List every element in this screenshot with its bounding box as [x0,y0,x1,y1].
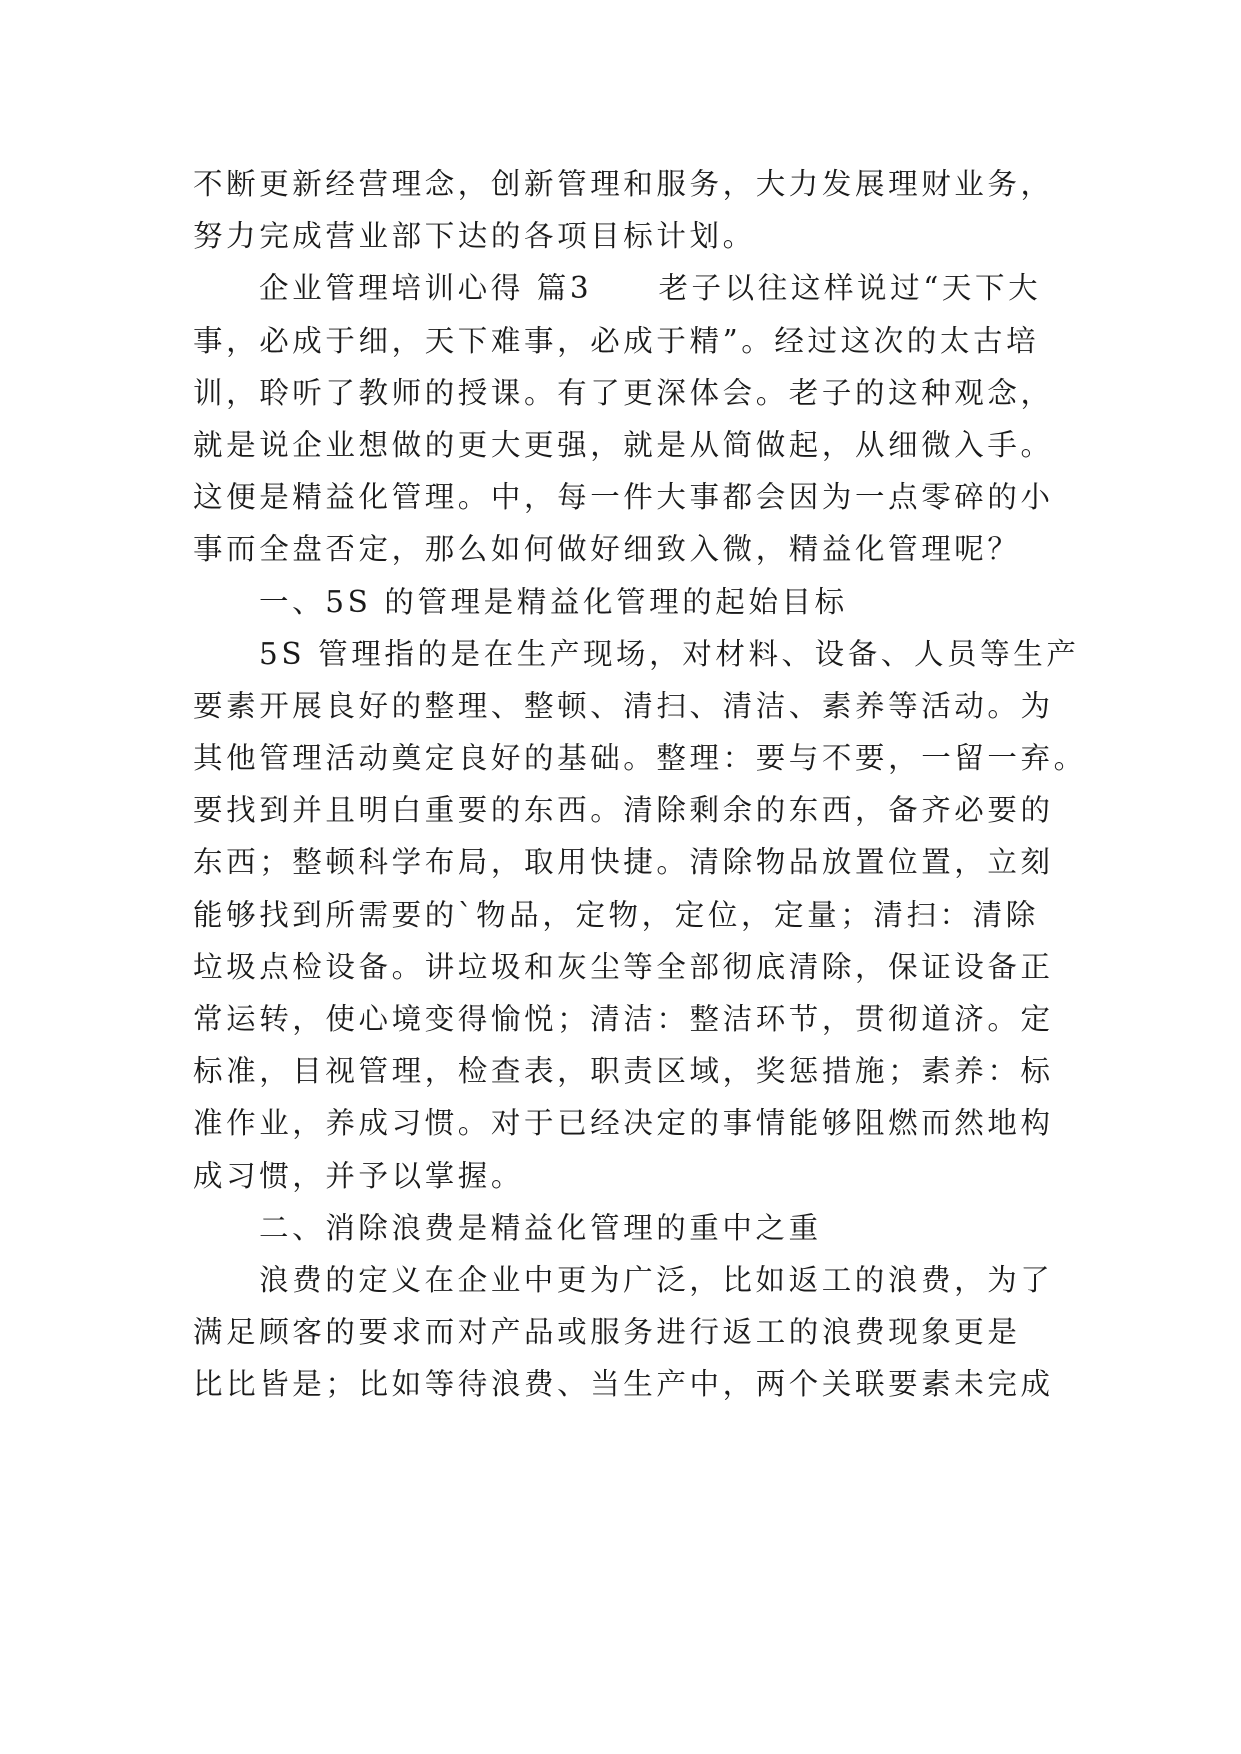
paragraph-line: 满足顾客的要求而对产品或服务进行返工的浪费现象更是 [193,1315,1021,1350]
paragraph-line: 比比皆是；比如等待浪费、当生产中，两个关联要素未完成 [193,1367,1054,1402]
document-body [193,158,1087,1411]
paragraph-line: 常运转，使心境变得愉悦；清洁：整洁环节，贯彻道济。定 [193,1002,1054,1036]
paragraph-line: 事而全盘否定，那么如何做好细致入微，精益化管理呢？ [193,532,1021,567]
paragraph-line: 垃圾点检设备。讲垃圾和灰尘等全部彻底清除，保证设备正 [193,949,1054,984]
heading-waste: 二、消除浪费是精益化管理的重中之重 [259,1210,822,1245]
section-title-line: 企业管理培训心得 篇3 老子以往这样说过“天下大 [259,271,1042,306]
paragraph-line: 浪费的定义在企业中更为广泛，比如返工的浪费，为了 [259,1262,1054,1297]
heading-5s: 一、5S 的管理是精益化管理的起始目标 [259,584,848,619]
paragraph-line: 成习惯，并予以掌握。 [193,1158,525,1193]
paragraph-line: 训，聆听了教师的授课。有了更深体会。老子的这种观念， [193,375,1054,410]
paragraph-line: 就是说企业想做的更大更强，就是从简做起，从细微入手。 [193,427,1054,462]
paragraph-line: 5S 管理指的是在生产现场，对材料、设备、人员等生产 [259,636,1080,671]
paragraph-line: 事，必成于细，天下难事，必成于精”。经过这次的太古培 [193,323,1040,358]
paragraph-line: 这便是精益化管理。中，每一件大事都会因为一点零碎的小 [193,480,1054,515]
paragraph-line: 东西；整顿科学布局，取用快捷。清除物品放置位置，立刻 [193,845,1054,880]
paragraph-line: 努力完成营业部下达的各项目标计划。 [193,219,756,254]
paragraph-line: 标准，目视管理，检查表，职责区域，奖惩措施；素养：标 [193,1054,1054,1089]
paragraph-line: 不断更新经营理念，创新管理和服务，大力发展理财业务， [193,167,1054,201]
paragraph-line: 准作业，养成习惯。对于已经决定的事情能够阻燃而然地构 [193,1106,1054,1141]
paragraph-line: 要素开展良好的整理、整顿、清扫、清洁、素养等活动。为 [193,688,1054,723]
paragraph-line: 能够找到所需要的`物品，定物，定位，定量；清扫：清除 [193,897,1039,932]
paragraph-line: 其他管理活动奠定良好的基础。整理：要与不要，一留一弃。 [193,741,1087,776]
paragraph-line: 要找到并且明白重要的东西。清除剩余的东西，备齐必要的 [193,793,1054,828]
